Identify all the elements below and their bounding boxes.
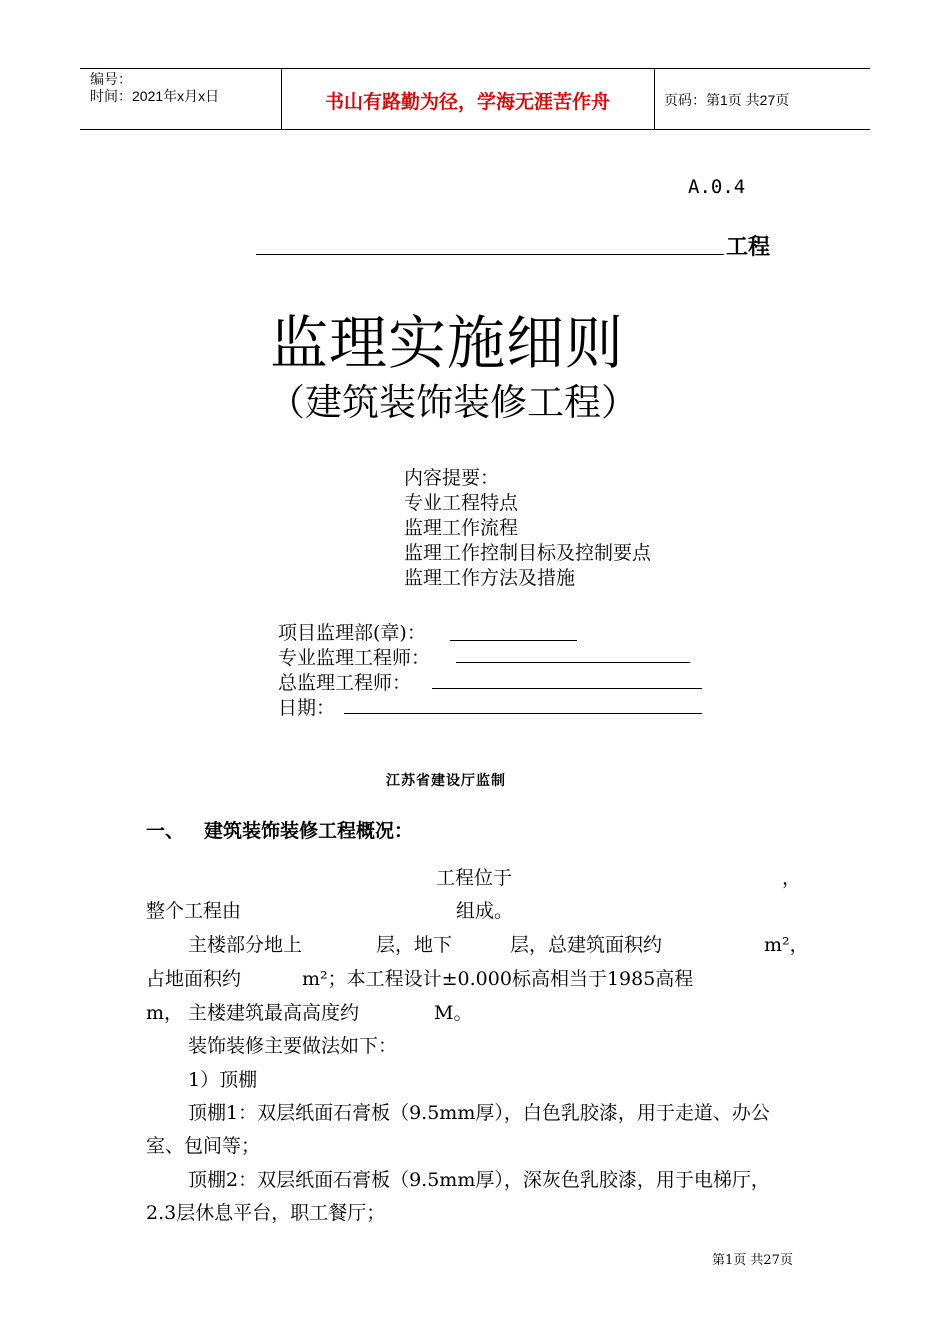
header-motto: 书山有路勤为径，学海无涯苦作舟	[324, 91, 610, 113]
signature-chief-line	[432, 688, 702, 689]
header-time-label: 时间：2021年x月x日	[90, 88, 220, 104]
page-title: 监理实施细则	[270, 309, 625, 377]
summary-item: 监理工作方法及措施	[404, 567, 576, 589]
signature-date-label: 日期：	[278, 697, 336, 719]
page-subtitle: （建筑装饰装修工程）	[268, 381, 638, 424]
page-footer: 第1页 共27页	[712, 1253, 793, 1268]
body-text: m²，	[764, 934, 809, 956]
summary-heading: 内容提要：	[404, 467, 500, 489]
body-text: 顶棚1：双层纸面石膏板（9.5mm厚），白色乳胶漆，用于走道、办公	[188, 1102, 770, 1124]
header-page-label: 页码：第1页 共27页	[664, 92, 790, 108]
signature-engineer-line	[456, 662, 690, 663]
body-text: 顶棚2：双层纸面石膏板（9.5mm厚），深灰色乳胶漆，用于电梯厅，	[188, 1169, 770, 1191]
body-text: m，	[146, 1002, 184, 1024]
signature-date-line	[344, 713, 702, 714]
project-name-blank	[256, 254, 724, 255]
header-divider	[654, 69, 655, 129]
body-text: 占地面积约	[146, 968, 242, 990]
signature-engineer-label: 专业监理工程师：	[278, 647, 431, 669]
doc-code: A.0.4	[688, 176, 746, 198]
body-text: m²；本工程设计±0.000标高相当于1985高程	[302, 968, 694, 990]
project-suffix: 工程	[726, 235, 771, 260]
section-number: 一、	[146, 820, 185, 842]
body-text: 2.3层休息平台，职工餐厅；	[146, 1202, 386, 1224]
signature-dept-line	[450, 640, 577, 641]
body-text: M。	[434, 1002, 473, 1024]
page-header	[80, 68, 870, 130]
header-meta	[90, 71, 219, 105]
summary-item: 监理工作控制目标及控制要点	[404, 542, 652, 564]
section-title: 建筑装饰装修工程概况：	[204, 820, 414, 842]
body-text: 组成。	[456, 900, 514, 922]
issuer: 江苏省建设厅监制	[386, 773, 506, 789]
summary-block	[404, 466, 651, 591]
signature-chief-label: 总监理工程师：	[278, 672, 412, 694]
summary-item: 监理工作流程	[404, 517, 519, 539]
body-text: 整个工程由	[146, 900, 242, 922]
summary-item: 专业工程特点	[404, 492, 519, 514]
body-text: ，	[782, 867, 802, 889]
body-text: 工程位于	[436, 867, 513, 889]
header-number-label: 编号：	[90, 71, 132, 87]
body-text: 1）顶棚	[188, 1069, 258, 1091]
body-text: 室、包间等；	[146, 1135, 261, 1157]
body-text: 主楼部分地上	[188, 934, 303, 956]
body-text: 装饰装修主要做法如下：	[188, 1035, 398, 1057]
body-text: 层，地下	[376, 934, 453, 956]
body-text: 层，总建筑面积约	[510, 934, 663, 956]
signature-dept-label: 项目监理部(章)：	[278, 622, 426, 644]
body-text: 主楼建筑最高高度约	[188, 1002, 360, 1024]
